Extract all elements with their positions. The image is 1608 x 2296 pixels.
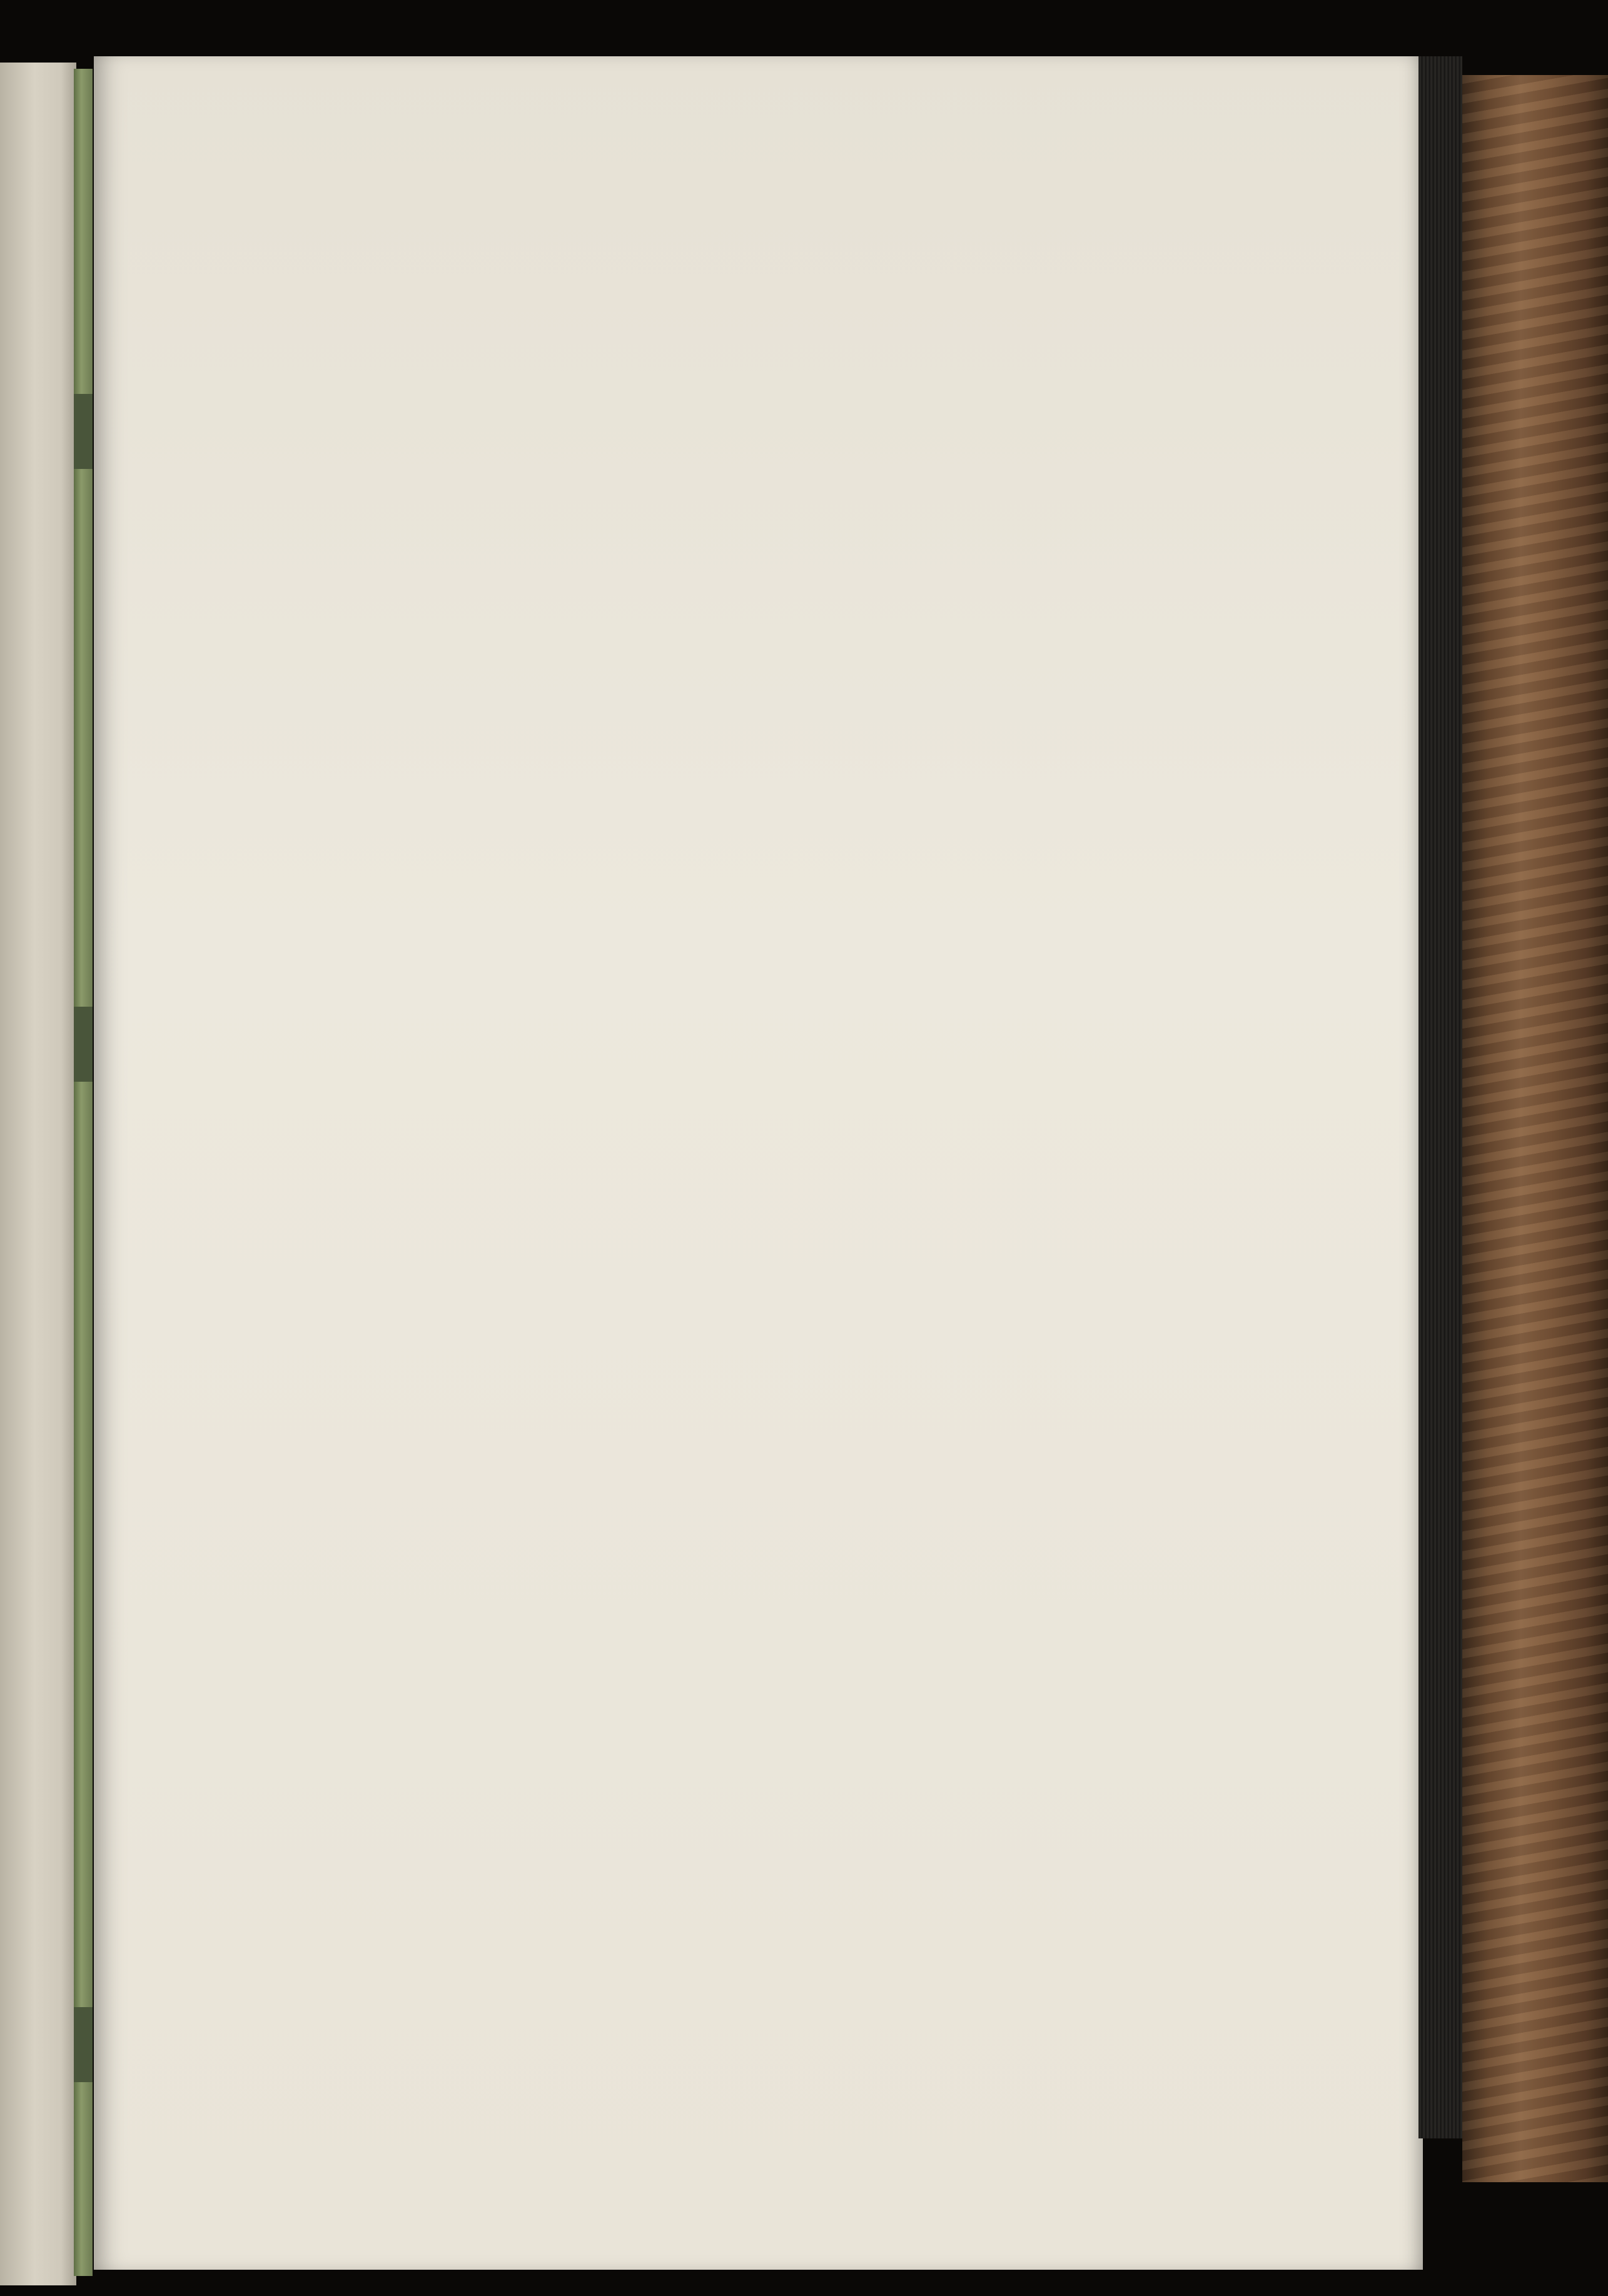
page-text <box>254 341 1253 416</box>
spine-mark <box>74 394 93 469</box>
left-page-edge <box>0 63 76 2285</box>
book-spine <box>74 69 93 2276</box>
book-page <box>94 56 1423 2270</box>
section-heading <box>254 341 1253 416</box>
spine-mark <box>74 1007 93 1082</box>
spine-mark <box>74 2007 93 2082</box>
book-cover-board <box>1462 75 1608 2182</box>
book-block-edge <box>1418 56 1462 2138</box>
